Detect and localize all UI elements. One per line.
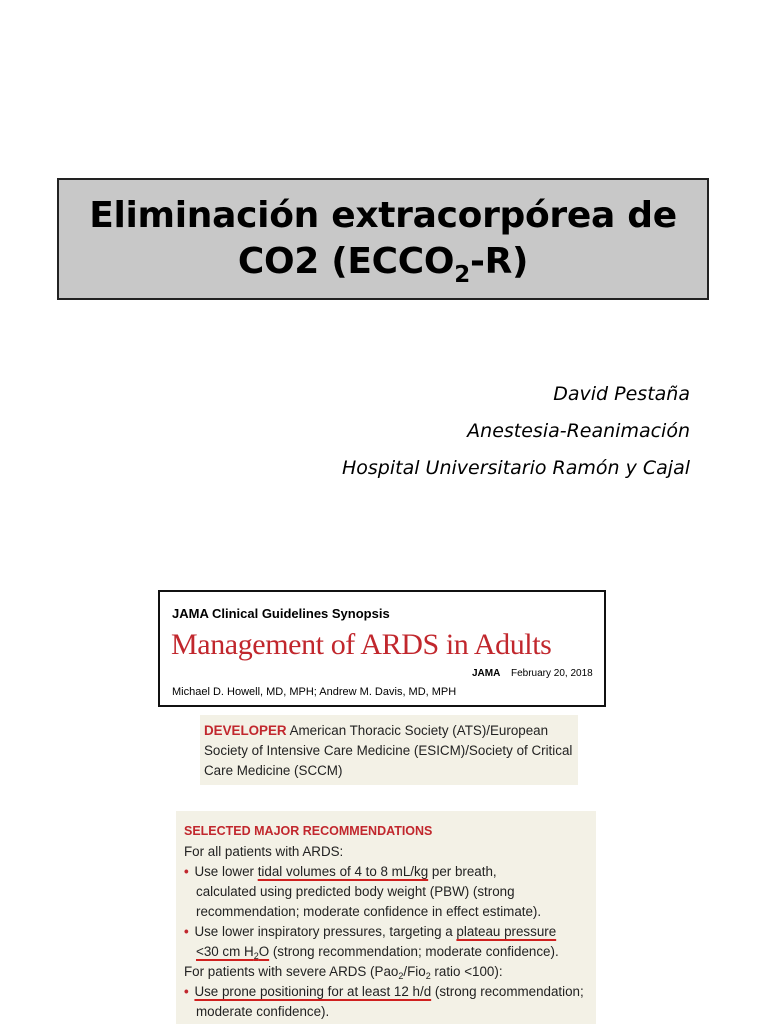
jama-header-figure xyxy=(158,590,606,707)
developer-line3: Care Medicine (SCCM) xyxy=(204,763,343,778)
highlight-plateau-pressure: plateau pressure xyxy=(456,924,557,939)
bullet-plateau-pressure: • Use lower inspiratory pressures, targeting a plateau pressure xyxy=(184,924,557,939)
jama-authors: Michael D. Howell, MD, MPH; Andrew M. Davis, MD, MPH xyxy=(172,686,457,698)
intro-all-patients: For all patients with ARDS: xyxy=(184,844,344,859)
highlight-pressure-limit: <30 cm $H_2O$ xyxy=(196,944,270,961)
slide-title-box xyxy=(57,178,709,300)
author-name: David Pestaña xyxy=(553,383,690,405)
highlight-prone-positioning: Use prone positioning for at least 12 h/d xyxy=(194,984,432,999)
bullet-tidal-volume-line2: calculated using predicted body weight (PBW) (strong xyxy=(196,884,515,899)
jama-article-title: Management of ARDS in Adults xyxy=(171,628,552,661)
recommendations-panel xyxy=(176,811,596,1024)
jama-synopsis-label: JAMA Clinical Guidelines Synopsis xyxy=(172,606,390,621)
bullet-prone-positioning: • Use prone positioning for at least 12 h/d (strong recommendation; xyxy=(184,984,584,999)
slide-title-line1: Eliminación extracorpórea de xyxy=(89,195,677,236)
developer-line2: Society of Intensive Care Medicine (ESICM)/Society of Critical xyxy=(204,743,573,758)
bullet-icon: • xyxy=(184,924,189,939)
author-hospital: Hospital Universitario Ramón y Cajal xyxy=(341,457,690,479)
developer-line1: DEVELOPER American Thoracic Society (ATS)/European xyxy=(204,723,549,738)
author-department: Anestesia-Reanimación xyxy=(467,420,690,442)
bullet-icon: • xyxy=(184,984,189,999)
highlight-tidal-volume: tidal volumes of 4 to 8 mL/kg xyxy=(257,864,429,879)
developer-panel xyxy=(200,715,578,785)
intro-severe-ards: For patients with severe ARDS (Pao$_2$/Fio$_2$ ratio <100): xyxy=(184,964,503,981)
slide-title-line2: CO2 $(ECCO_2-R)$ xyxy=(237,241,529,288)
jama-publication-date: February 20, 2018 xyxy=(511,668,593,679)
author-block xyxy=(342,376,690,487)
jama-journal-name: JAMA xyxy=(472,668,501,679)
bullet-tidal-volume: • Use lower tidal volumes of 4 to 8 mL/kg per breath, xyxy=(184,864,497,879)
bullet-plateau-pressure-line2: <30 cm $H_2O$ (strong recommendation; moderate confidence). xyxy=(196,944,559,961)
developer-label: DEVELOPER xyxy=(204,723,287,738)
bullet-prone-positioning-line2: moderate confidence). xyxy=(196,1004,330,1019)
bullet-icon: • xyxy=(184,864,189,879)
recommendations-heading: SELECTED MAJOR RECOMMENDATIONS xyxy=(184,824,433,838)
bullet-tidal-volume-line3: recommendation; moderate confidence in effect estimate). xyxy=(196,904,542,919)
